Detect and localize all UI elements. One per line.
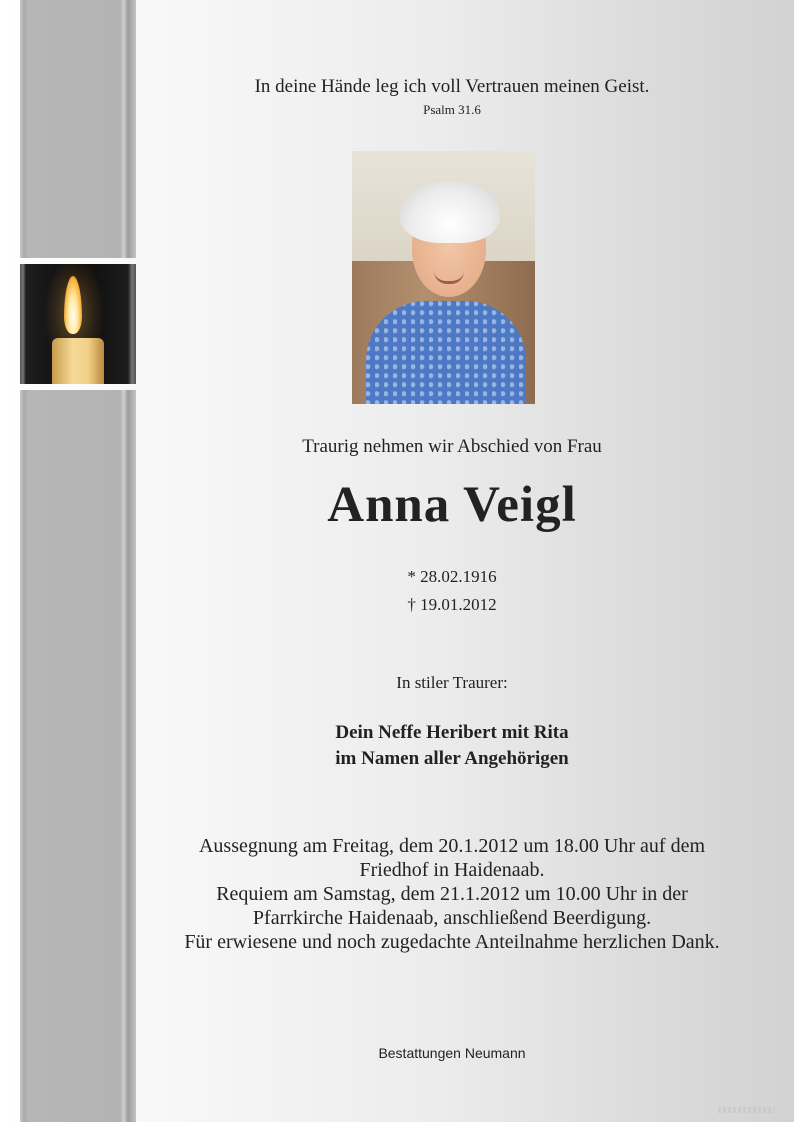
family-block xyxy=(140,720,764,772)
service-line: Friedhof in Haidenaab. xyxy=(359,859,545,881)
verse-source: Psalm 31.6 xyxy=(423,102,481,117)
side-band-top xyxy=(20,0,136,258)
mourning-label: In stiler Traurer: xyxy=(396,673,508,692)
deceased-name: Anna Veigl xyxy=(327,477,577,533)
service-details xyxy=(140,834,764,954)
candle-icon xyxy=(20,264,136,384)
side-band xyxy=(20,0,136,1122)
undertaker-name: Bestattungen Neumann xyxy=(378,1045,526,1061)
intro-text: Traurig nehmen wir Abschied von Frau xyxy=(302,436,602,457)
photo-dress xyxy=(366,301,526,404)
service-line: Aussegnung am Freitag, dem 20.1.2012 um 18.00 Uhr auf dem xyxy=(198,835,706,857)
service-line: Pfarrkirche Haidenaab, anschließend Beerdigung. xyxy=(252,907,652,929)
birth-date: * 28.02.1916 xyxy=(407,567,497,586)
portrait-photo xyxy=(352,151,535,404)
candle-body xyxy=(52,338,104,384)
service-line: Für erwiesene und noch zugedachte Anteilnahme herzlichen Dank. xyxy=(184,931,720,953)
death-date: † 19.01.2012 xyxy=(407,595,497,614)
footer-mark xyxy=(718,1107,774,1113)
photo-hair xyxy=(400,181,500,243)
bible-verse: In deine Hände leg ich voll Vertrauen meinen Geist. xyxy=(254,76,650,97)
service-line: Requiem am Samstag, dem 21.1.2012 um 10.00 Uhr in der xyxy=(216,883,688,905)
family-line: Dein Neffe Heribert mit Rita xyxy=(335,722,569,743)
family-line: im Namen aller Angehörigen xyxy=(335,748,569,769)
side-band-bottom xyxy=(20,390,136,1122)
